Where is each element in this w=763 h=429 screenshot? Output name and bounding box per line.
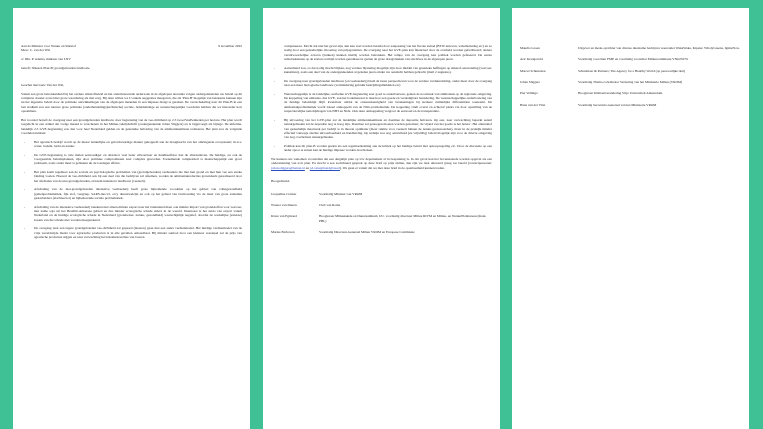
continuation-paragraph: compenseren. Mocht dat niet het geval zijn, dan kan veel worden bereikt door aanpassing van het fiscale stelsel (BTW-tarieven, winstbelasting etc) en zo nodig door een gedeeltelijke invoering van prijsgaranties. De overgang naar het GVE-plan kan financieel door de overheid worden gefaciliteerd; andere verantwoordelijke actoren (banken) kunnen hierbij worden betrokken. Het tempo van de overgang kan politiek worden gefaseerd. De eerste reductiekunnen op de kortere termijn worden gerealiseerd, gezien de grote draagvlakken van slachtvee in de afgelopen jaren. — [284, 44, 492, 62]
signatory-role: Hoogleraar Milieukunde en Duurzaamheid, UU. voormalig directeur Milieu RIVM en Milieu- en NatuurPlanbureau (thans PBL) — [319, 214, 486, 223]
list-item: - Het plan komt tegemoet aan de sociale en psychologische problemen van (grondgebonden) veehouders die met hun grond en met hun vee een sterke binding voelen. Hoewel de vee-dichtheid ook bij een deel van die bedrijven zal afnemen, worden de ammoniakreducties grotendeels gerealiseerd door het afschalen van de niet-grondgebonden, extreem intensieve landbouw (veeteelt). — [34, 170, 242, 183]
signatory — [271, 214, 492, 223]
signatory-name: Marcel Schuttelaar — [520, 68, 546, 73]
list-item: - De overgang naar grondgebonden landbouw (en veehouderij) biedt de beste perspectieven voor de verdere verduurzaming, onder meer door de overgang naar een meer biologische landbouw (vermindering gebruik bestrijdingsmiddelen etc) — [284, 79, 492, 88]
signatory — [520, 57, 741, 61]
signatory-role: Uitgever en mede-oprichter van diverse duurzame bedrijven waaronder WakaWaka, Kipster, WholyGreens, IgniteNow. — [578, 46, 740, 50]
addressee-name: Mevr. C. van der Wal — [21, 48, 51, 53]
regards: Hoogachtend, — [271, 178, 290, 183]
subject-line: betreft; Stikstof-Plan-B; grondgebonden landbouw — [21, 65, 90, 70]
signatory — [271, 230, 492, 234]
list-item: - Aanvullend zou, zo dat nodig mocht blijken, nog verdere bijsturing mogelijk zijn door middel van generieke heffingen op stikstof-aanwending (veevoer, kunstmest), zoals een deel van de ondergetekenden al geleden jaren omder uw aandacht hebben gebracht (mail 2 augustus). — [284, 66, 492, 75]
signatory — [271, 192, 492, 196]
advantages-list-continued — [271, 66, 492, 153]
signatories-list — [271, 192, 492, 235]
list-item: - Afschaling van de intensieve veehouderij betekent niet alleen minder export naar het buitenland maar ook minder import van grondstoffen voor veevoer, met name soja uit het Brazilië-Amazone gebied en dus minder ecologische schade elders in de wereld. Daarnaast is het saldo van export vanuit Nederland en de huidige ecologische schade in Nederland (grondwater, natuur, gezondheid) waarschijnlijk negatief, doordat de werkelijke (externe) kosten van die schade niet worden meegerekend. — [34, 205, 242, 222]
email-link-vanegmond[interactable]: j.d.vanegmond@uu.nl — [309, 165, 340, 170]
closing-text-mid: en — [305, 165, 309, 170]
signatory-role: Club van Rome — [319, 203, 341, 208]
signatory-name: Klaas van Egmond — [271, 214, 297, 219]
salutation: Geachte mevrouw Van der Wal, — [21, 83, 65, 88]
signatory-name: Pier Vellinga — [520, 91, 538, 96]
addressee: Aan de Minister voor Natuur en Stikstof — [21, 44, 76, 48]
signatory — [520, 69, 741, 73]
signatory-role: Hoogleraar Klimaatverandering Vrije Universiteit Amsterdam. — [578, 91, 663, 96]
signatory-role: Voormalig voorzitter FME en voormalig voorzitter Milieucommissie VNO/NCW — [578, 57, 689, 62]
letter-header — [21, 44, 242, 53]
list-item: - De GVE-begrenzing is vele malen eenvoudiger en daardoor veel beter uitvoerbaar en handhaafbaar dan de alternatieven. De huidige, en ook de voorgestelde beleidsplannen, zijn door politieke compromissen zeer complex geworden. Toenemende complexiteit is maatschappelijk een groot probleem, zoals onder meer is gebleken uit de toeslagen affaire. — [34, 153, 242, 166]
signatory — [520, 46, 741, 50]
signatory — [520, 91, 741, 95]
signatory — [520, 103, 741, 107]
list-item: - Bij uitvoering van het GVE-plan zal de landelijke ammoniakemissie en daarmee de depositie halveren. Op een, naar verwachting beperkt aantal natuurgebieden zal de depositie nog te hoog zijn. Daarmee zal genoegen moeten worden genomen; 'de vijand van het goede is het betere'. Het alternatief van gedeeltelijk maatwerk per bedrijf is in theorie optimaler (meer ruimte voor veeteelt binnen de natuur-grenswaarden), maar in de praktijk minder effectief vanwege slechte uitvoerbaarheid en handhaving. Op termijn zou nog aanvullend (en vrijwillig) beleid mogelijk zijn voor de directe omgeving van nog overbelaste natuurgebieden. — [284, 118, 492, 140]
signatory — [520, 80, 741, 84]
email-link-sliggers[interactable]: johan.sliggers@hetnet.nl — [271, 165, 305, 170]
signatory-name: Johan Sliggers — [520, 80, 540, 85]
cc-line: cc Dhr. P. Adema, minister van LNV — [21, 57, 71, 62]
letter-page-1 — [13, 8, 250, 429]
list-item: - Het agrarisch bedrijf wordt op de meest natuurlijke en gelovdwaardige manier gekoppeld aan de draagkracht van het omringende ecosysteem; m.w.v. water, bodem, lucht en natuur. — [34, 140, 242, 149]
proposal-paragraph: Het voorstel betreft de overgang naar een grondgebonden landbouw door begrenzing van de vee-dichtheid op 2.3 GrootVeeEenheden per hectare. Het plan wordt toegelicht in een artikel dat vorige maand is verschenen in het Milieu-vaktijdschrift (ondergetekende Johan Sliggers) en is bijgevoegd als bijlage. De uitferme, landelijk 2.3 GVE-begrenzing zou dan voor heel Nederland gelden en de generieke halvering van de ammoniakemissie realiseren. Het plan zou de volgende voordelen hebben: — [21, 117, 242, 135]
signatory-name: Jacqueline Cramer — [271, 191, 297, 196]
signatory-role: Schuttelaar & Partners; The Agency for a Healthy World (op persoonlijke titel) — [578, 68, 686, 73]
letter-page-3 — [512, 8, 749, 429]
letter-date: 9 november 2022 — [218, 44, 242, 48]
signatory — [271, 203, 492, 207]
signatory-name: Hans van der Vlist — [520, 102, 546, 107]
letter-page-2 — [263, 8, 500, 429]
signatory-role: Voormalig Secretaris-Generaal van het Ministerie VROM — [578, 102, 657, 107]
closing-text-1: We kunnen ons wekomen voorstellen dat een dergelijk plan op Uw departement al in bespreking is. In dat geval kan het bovenstaande worden opgevat als een ondersteuning van zo'n plan. Eu mocht u een toelichtend gesprek op deze brief op prijs stellen, dan zijn we daar uiteraard graag toe bereid (contactpersonen: — [271, 156, 492, 166]
advantages-list — [21, 140, 242, 240]
list-item: - De overgang naar een lagere grondgebonden vee-dichtheid zal gepaard (moeten) gaan met een ander verdienmodel. Het huidige verdienmodel van de vrije wereldwijde markt voor agrarische producten is in alle gevallen onhoudbaar. Bij minder aanbod door een kleinere veestapel zal de prijs van agrarische producten stijgen en naar verwachting het inkomensverlies van boeren — [34, 226, 242, 239]
signatory-role: Voormalig Thema-coördinator Verzuring van het Ministerie Milieu (VROM) — [578, 80, 683, 85]
intro-paragraph: Vanuit een grote betrokkenheid bij het cerdere stikstofbeleid en het onderhouwende onderzoek in de afgelopen decennia volgen ondergetekenden uw beleid op dit complexe dossier zowel met grote waardering als met zorg. Bij deze willen we U enkele suggesties meegeven, die als 'Plan-B' mogelijk van betekenis kunnen zijn nu het ingezette beleid door de politieke ontwikkelingen van de afgelopen maanden in een impasse dreigt te geraken. De overschakeling naar dit Plan-B in een laat stadium zou een nieuwe grote politieke (onderhandelings)technische( sociale, beleidsmatige en wetenschappelijke voordelen hebben die we hieronder kort opsommen. — [21, 91, 242, 114]
signatory-name: Marius Enthoven — [271, 230, 295, 235]
list-item: - Politiek kan dit plan-B worden gezien als een tegemoetkoming aan de kritiek op het huidige beleid met opkoopregeling etc. Door de discussie op een ander spoor te zetten kan de huidige impasse worden doorbroken. — [284, 144, 492, 153]
signatory-name: Maurits Groen — [520, 46, 540, 50]
list-item: - Afschaling van de niet-grondgebonden intensieve veehouderij heeft grote bijkomende voordelen op het gebied van volksgezondheid (geitenproblematiek, fijn stof, veegriep, SARS-mocv2, etc), dierenwelzijn en ook op het gebied van bruisvesting via de inzet van grote aantallen gastarbeiders (slachtsector) en bijbehorende sociale problematiek. — [34, 187, 242, 200]
signatory-role: Voormalig Minister van VROM — [319, 191, 363, 196]
closing-paragraph — [271, 157, 492, 170]
signatory-name: Aric Kraaijeveld — [520, 57, 543, 62]
signatory-role: Voormalig Directeur-Generaal Milieu VROM en Europese Commissie — [319, 230, 415, 235]
signatory-name: Wouter van Dieren — [271, 203, 297, 208]
closing-text-2: ). We gaan er vanuit dat we met deze brief in de openbaarheid kunnen treden. — [339, 165, 445, 170]
list-item: - Wetenschappelijk is de landelijke, uniforme GVE-begrenzing zeer goed te onderbouwen, gezien de noodzaak van ammoniak op de regionale omgeving. De koppeling van emissies, dus GVE, aan het bodemareaal is daardoor een goede en verdedigbare benadering. De wetenschappelijke onderbouwing van de huidige beleidslijn blijft kwetsbaar omdat de onnauwkeurigheid van berekeningen bij sterkere ruimtelijke differentiatie toeneemt. De ammoniakproblematiek wordt lokaal ontkoppeld van de NOx-problematiek. De koppeling vindt overal en achteraf plaats via door opstelling van de respectievelijke nettobijdragen van NH3 en NOx. Ook deze ontkoppeling vergroot de eenvoud en de transparantie. — [284, 92, 492, 114]
